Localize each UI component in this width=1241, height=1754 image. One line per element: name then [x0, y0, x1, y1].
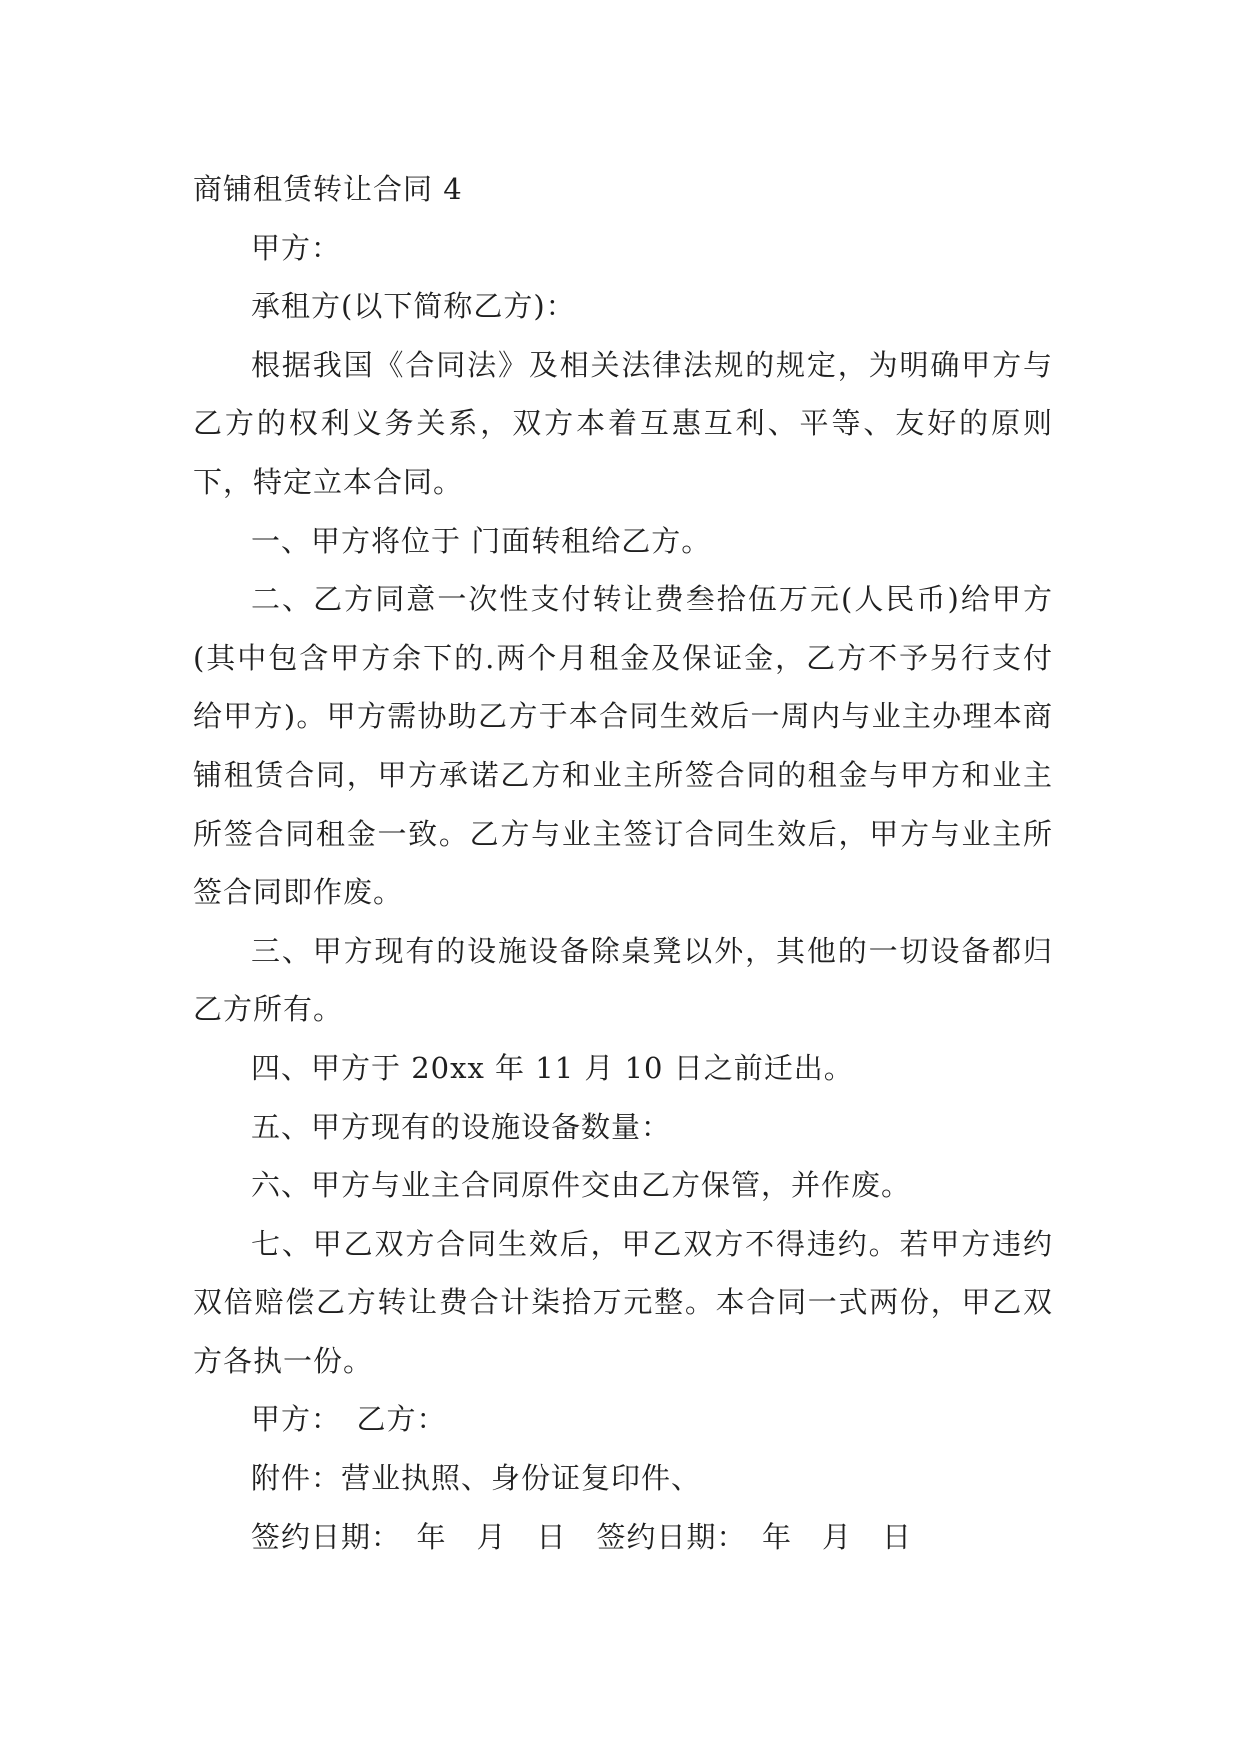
signature-parties-line: 甲方： 乙方： [251, 1402, 447, 1437]
clause-4: 四、甲方于 20xx 年 11 月 10 日之前迁出。 [251, 1050, 854, 1085]
clause-5: 五、甲方现有的设施设备数量： [251, 1109, 672, 1144]
clause-6: 六、甲方与业主合同原件交由乙方保管，并作废。 [251, 1168, 912, 1203]
preamble-paragraph: 根据我国《合同法》及相关法律法规的规定，为明确甲方与乙方的权利义务关系，双方本着互惠互利、平等、友好的原则下，特定立本合同。 [193, 347, 1053, 499]
clause-7: 七、甲乙双方合同生效后，甲乙双方不得违约。若甲方违约双倍赔偿乙方转让费合计柒拾万元整。本合同一式两份，甲乙双方各执一份。 [193, 1226, 1053, 1378]
clause-2: 二、乙方同意一次性支付转让费叁拾伍万元(人民币)给甲方(其中包含甲方余下的.两个月租金及保证金，乙方不予另行支付给甲方)。甲方需协助乙方于本合同生效后一周内与业主办理本商铺租赁合同，甲方承诺乙方和业主所签合同的租金与甲方和业主所签合同租金一致。乙方与业主签订合同生效后，甲方与业主所签合同即作废。 [193, 582, 1053, 910]
document-body [193, 160, 1053, 1566]
attachments-line: 附件：营业执照、身份证复印件、 [251, 1461, 702, 1496]
party-a-line: 甲方： [251, 230, 342, 265]
party-b-line: 承租方(以下简称乙方)： [251, 289, 576, 324]
clause-1: 一、甲方将位于 门面转租给乙方。 [251, 523, 712, 558]
signing-date-line: 签约日期： 年 月 日 签约日期： 年 月 日 [251, 1519, 913, 1554]
clause-3: 三、甲方现有的设施设备除桌凳以外，其他的一切设备都归乙方所有。 [193, 933, 1053, 1027]
document-title: 商铺租赁转让合同 4 [193, 172, 463, 206]
